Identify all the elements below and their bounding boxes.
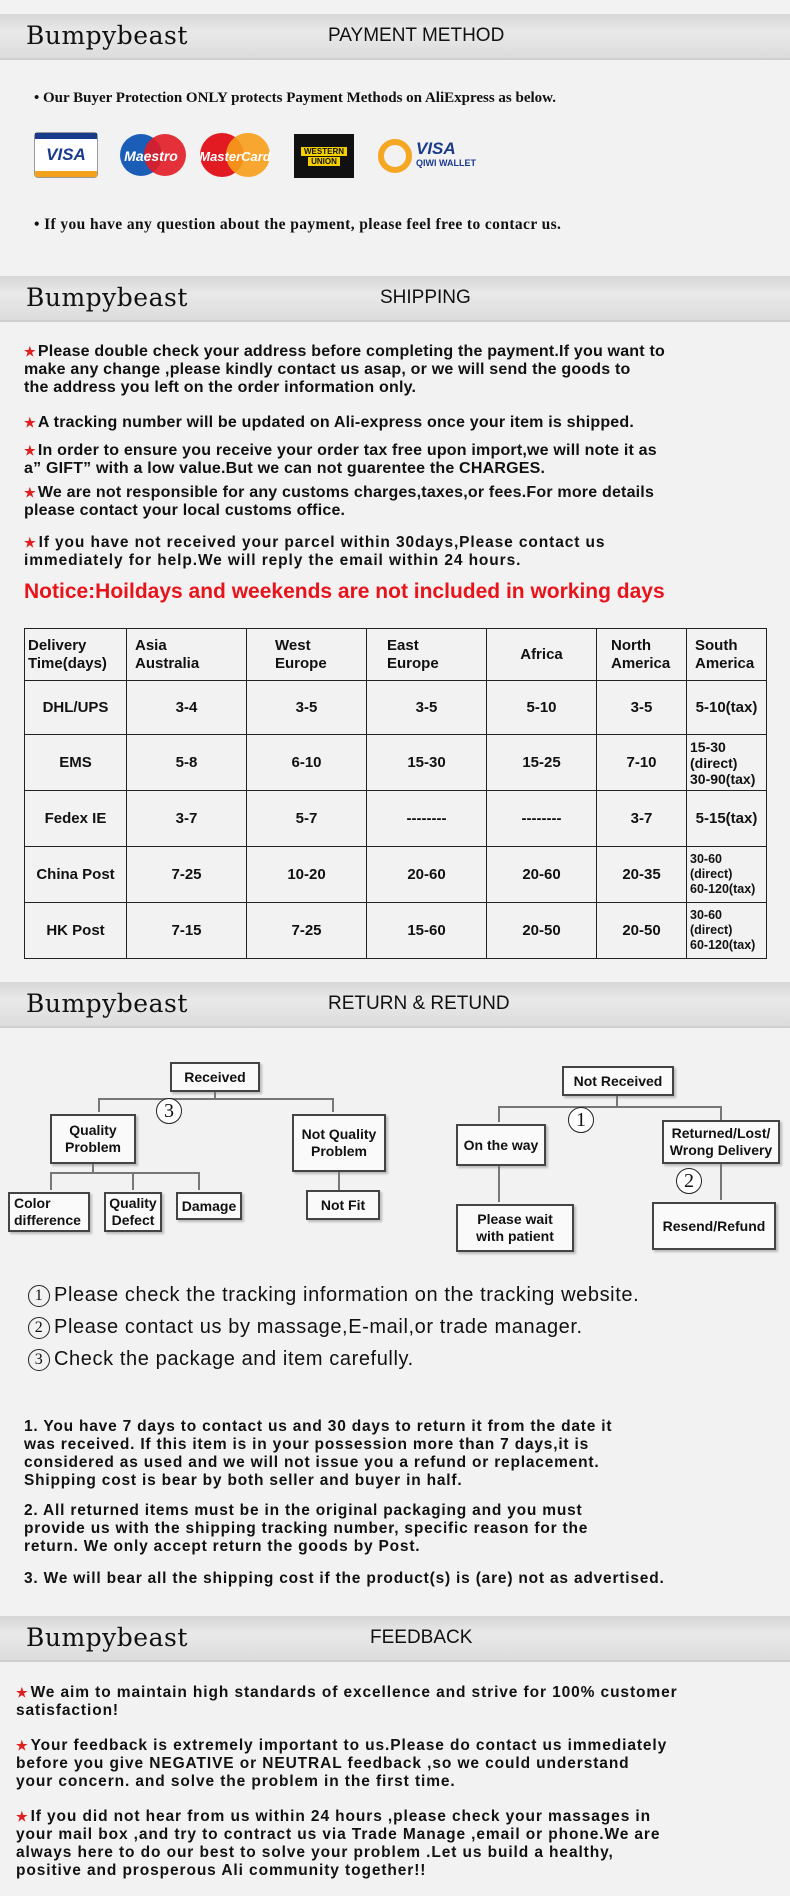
feedback-header bbox=[0, 1616, 790, 1662]
shipping-point-5: ★ If you have not received your parcel within 30days,Please contact us immediately for help.We will reply the email within 24 hours. bbox=[24, 534, 606, 569]
shipping-point-3: ★ In order to ensure you receive your order tax free upon import,we will note it as a” GIFT” with a low value.But we can not guarentee the CHARGES. bbox=[24, 442, 657, 477]
return-note-2: 2 Please contact us by massage,E-mail,or trade manager. bbox=[28, 1316, 583, 1339]
shipping-time-table bbox=[24, 628, 767, 959]
table-row bbox=[25, 681, 767, 735]
flow-connector bbox=[132, 1172, 134, 1190]
table-cell: DHL/UPS bbox=[25, 681, 127, 735]
maestro-logo: Maestro bbox=[114, 132, 188, 180]
flow-connector bbox=[498, 1106, 722, 1108]
table-row bbox=[25, 735, 767, 791]
return-header bbox=[0, 982, 790, 1028]
table-cell: 30-60 (direct) 60-120(tax) bbox=[687, 903, 767, 959]
table-cell: 5-10(tax) bbox=[687, 681, 767, 735]
return-policy-2: 2. All returned items must be in the original packaging and you must provide us with the shipping tracking number, specific reason for the return. We only accept return the goods by Post. bbox=[24, 1502, 589, 1555]
table-cell: HK Post bbox=[25, 903, 127, 959]
table-row bbox=[25, 847, 767, 903]
table-cell: 3-5 bbox=[247, 681, 367, 735]
table-cell: China Post bbox=[25, 847, 127, 903]
section-title-return: RETURN & RETUND bbox=[328, 993, 510, 1014]
star-icon: ★ bbox=[16, 1809, 29, 1824]
western-union-logo: WESTERN UNION bbox=[294, 134, 354, 178]
table-cell: 3-5 bbox=[367, 681, 487, 735]
table-cell: Fedex IE bbox=[25, 791, 127, 847]
visa-logo: VISA bbox=[34, 132, 98, 178]
return-note-1: 1 Please check the tracking information on the tracking website. bbox=[28, 1284, 639, 1307]
table-cell: -------- bbox=[487, 791, 597, 847]
table-cell: 7-25 bbox=[127, 847, 247, 903]
table-cell: 20-35 bbox=[597, 847, 687, 903]
flow-connector bbox=[498, 1166, 500, 1202]
table-cell: 20-60 bbox=[367, 847, 487, 903]
table-row bbox=[25, 791, 767, 847]
payment-question-note: • If you have any question about the payment, please feel free to contacr us. bbox=[34, 216, 562, 233]
flow-quality-problem: Quality Problem bbox=[50, 1114, 136, 1164]
payment-header bbox=[0, 14, 790, 60]
header-cell: Asia Australia bbox=[127, 629, 247, 681]
flow-connector bbox=[50, 1172, 198, 1174]
flow-on-the-way: On the way bbox=[456, 1124, 546, 1166]
shipping-point-4: ★ We are not responsible for any customs charges,taxes,or fees.For more details please contact your local customs office. bbox=[24, 484, 655, 519]
flow-connector bbox=[198, 1172, 200, 1190]
return-note-3: 3 Check the package and item carefully. bbox=[28, 1348, 414, 1371]
table-cell: 30-60 (direct) 60-120(tax) bbox=[687, 847, 767, 903]
table-cell: 20-60 bbox=[487, 847, 597, 903]
header-cell: East Europe bbox=[367, 629, 487, 681]
shipping-header bbox=[0, 276, 790, 322]
flow-connector bbox=[98, 1098, 334, 1100]
step-number-3: 3 bbox=[156, 1098, 182, 1124]
flow-connector bbox=[720, 1164, 722, 1200]
table-cell: 6-10 bbox=[247, 735, 367, 791]
flow-connector bbox=[720, 1106, 722, 1120]
flow-connector bbox=[338, 1172, 340, 1190]
table-cell: 15-30 bbox=[367, 735, 487, 791]
table-cell: EMS bbox=[25, 735, 127, 791]
return-policy-1: 1. You have 7 days to contact us and 30 days to return it from the date it was received. If this item is in your possession more than 7 days,it is considered as used and we will not issue you a refund or replacement. Shipping cost is bear by both seller and buyer in half. bbox=[24, 1418, 613, 1489]
section-title-payment: PAYMENT METHOD bbox=[328, 25, 505, 46]
brand-name: Bumpybeast bbox=[26, 1623, 188, 1652]
flow-not-received: Not Received bbox=[562, 1066, 674, 1096]
note-number: 1 bbox=[28, 1285, 50, 1307]
note-number: 3 bbox=[28, 1349, 50, 1371]
table-header-row bbox=[25, 629, 767, 681]
star-icon: ★ bbox=[24, 485, 36, 500]
table-cell: 3-5 bbox=[597, 681, 687, 735]
star-icon: ★ bbox=[16, 1685, 29, 1700]
table-cell: 3-7 bbox=[597, 791, 687, 847]
flow-damage: Damage bbox=[176, 1192, 242, 1220]
flow-returned-lost: Returned/Lost/ Wrong Delivery bbox=[662, 1120, 780, 1164]
note-number: 2 bbox=[28, 1317, 50, 1339]
table-cell: 10-20 bbox=[247, 847, 367, 903]
notice-text: Notice:Hoildays and weekends are not included in working days bbox=[24, 580, 665, 603]
step-number-2: 2 bbox=[676, 1168, 702, 1194]
brand-name: Bumpybeast bbox=[26, 21, 188, 50]
feedback-point-1: ★ We aim to maintain high standards of excellence and strive for 100% customer satisfaction! bbox=[16, 1684, 678, 1719]
header-cell: Africa bbox=[487, 629, 597, 681]
table-cell: 20-50 bbox=[597, 903, 687, 959]
feedback-point-3: ★ If you did not hear from us within 24 hours ,please check your massages in your mail box ,and try to contract us via Trade Manage ,email or phone.We are always here to do our best to solve your problem .Let us build a healthy, positive and prosperous Ali community together!! bbox=[16, 1808, 661, 1879]
brand-name: Bumpybeast bbox=[26, 283, 188, 312]
table-cell: 20-50 bbox=[487, 903, 597, 959]
table-cell: -------- bbox=[367, 791, 487, 847]
shipping-point-2: ★ A tracking number will be updated on Ali-express once your item is shipped. bbox=[24, 414, 635, 431]
flow-connector bbox=[50, 1172, 52, 1190]
brand-name: Bumpybeast bbox=[26, 989, 188, 1018]
flow-connector bbox=[92, 1164, 94, 1172]
table-cell: 7-10 bbox=[597, 735, 687, 791]
star-icon: ★ bbox=[24, 415, 36, 430]
flow-not-quality-problem: Not Quality Problem bbox=[292, 1114, 386, 1172]
flow-connector bbox=[98, 1098, 100, 1112]
qiwi-visa-logo: VISA QIWI WALLET bbox=[378, 132, 498, 180]
flow-connector bbox=[332, 1098, 334, 1112]
flow-connector bbox=[498, 1106, 500, 1122]
flow-please-wait: Please wait with patient bbox=[456, 1204, 574, 1252]
flow-not-fit: Not Fit bbox=[306, 1190, 380, 1220]
table-cell: 5-8 bbox=[127, 735, 247, 791]
table-cell: 15-25 bbox=[487, 735, 597, 791]
shipping-point-1: ★ Please double check your address before completing the payment.If you want to make any change ,please kindly contact us asap, or we will send the goods to the address you left on the order information only. bbox=[24, 343, 665, 396]
section-title-shipping: SHIPPING bbox=[380, 287, 471, 308]
table-cell: 7-15 bbox=[127, 903, 247, 959]
flow-received: Received bbox=[170, 1062, 260, 1092]
feedback-point-2: ★ Your feedback is extremely important to us.Please do contact us immediately before you give NEGATIVE or NEUTRAL feedback ,so we could understand your concern. and solve the problem in the first time. bbox=[16, 1737, 668, 1790]
protection-note: • Our Buyer Protection ONLY protects Payment Methods on AliExpress as below. bbox=[34, 90, 556, 106]
flow-resend-refund: Resend/Refund bbox=[652, 1202, 776, 1250]
table-row bbox=[25, 903, 767, 959]
table-cell: 5-10 bbox=[487, 681, 597, 735]
star-icon: ★ bbox=[24, 344, 36, 359]
header-cell: South America bbox=[687, 629, 767, 681]
table-cell: 7-25 bbox=[247, 903, 367, 959]
star-icon: ★ bbox=[16, 1738, 29, 1753]
table-cell: 15-60 bbox=[367, 903, 487, 959]
star-icon: ★ bbox=[24, 535, 37, 550]
header-cell: North America bbox=[597, 629, 687, 681]
table-cell: 5-15(tax) bbox=[687, 791, 767, 847]
mastercard-logo: MasterCard bbox=[196, 132, 274, 180]
table-cell: 5-7 bbox=[247, 791, 367, 847]
table-cell: 3-4 bbox=[127, 681, 247, 735]
star-icon: ★ bbox=[24, 443, 36, 458]
header-cell: West Europe bbox=[247, 629, 367, 681]
header-cell: Delivery Time(days) bbox=[25, 629, 127, 681]
flow-quality-defect: Quality Defect bbox=[104, 1192, 162, 1232]
step-number-1: 1 bbox=[568, 1107, 594, 1133]
section-title-feedback: FEEDBACK bbox=[370, 1627, 473, 1648]
table-cell: 15-30 (direct) 30-90(tax) bbox=[687, 735, 767, 791]
table-cell: 3-7 bbox=[127, 791, 247, 847]
flow-color-difference: Color difference bbox=[8, 1192, 90, 1232]
return-policy-3: 3. We will bear all the shipping cost if the product(s) is (are) not as advertised. bbox=[24, 1570, 665, 1587]
